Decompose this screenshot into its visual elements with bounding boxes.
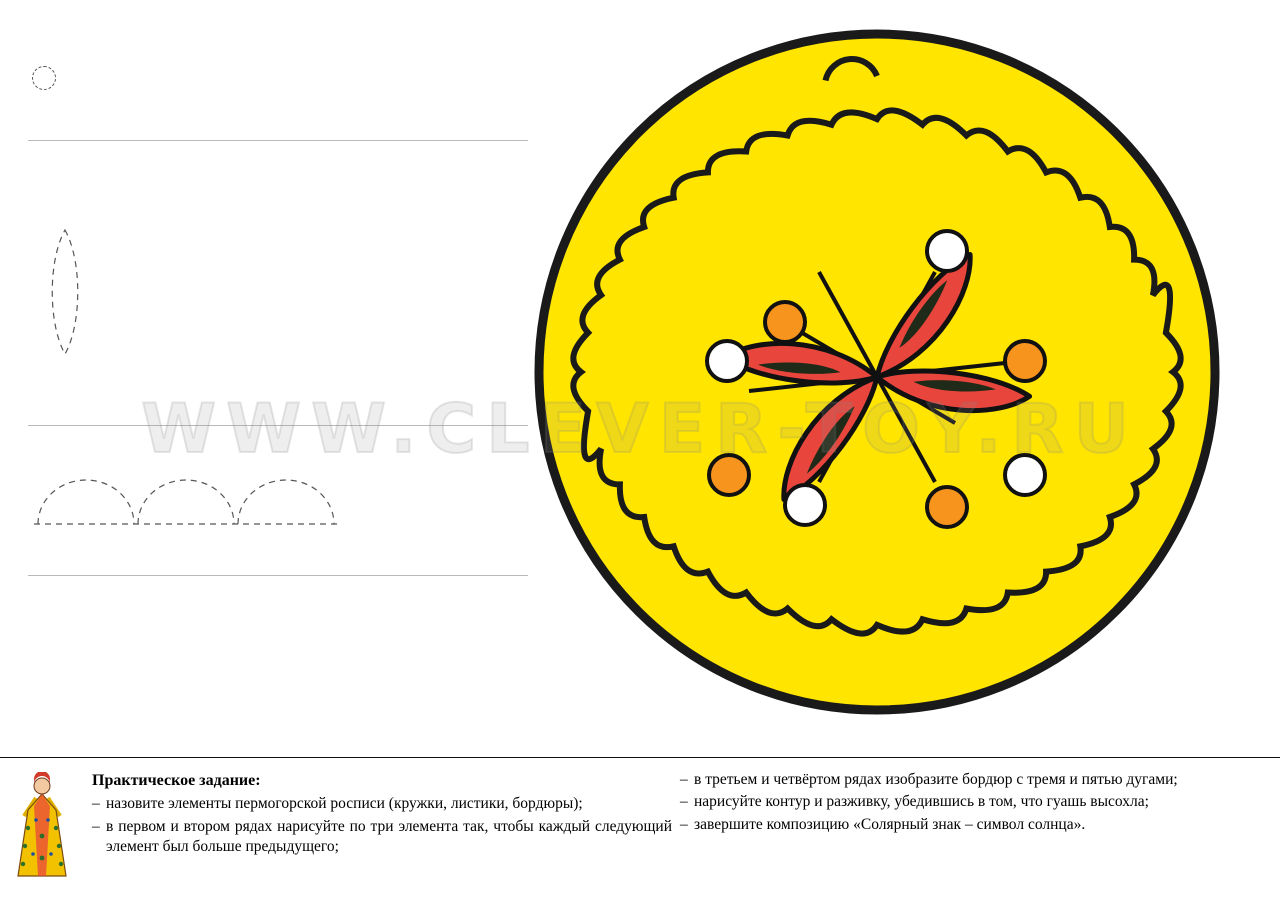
list-dash: – [680, 815, 688, 833]
footer-task-5 [680, 815, 1265, 835]
footer-task-3-text: в третьем и четвёртом рядах изобразите бордюр с тремя и пятью дугами; [694, 771, 1178, 788]
footer-task-1-text: назовите элементы пермогорской росписи (кружки, листики, бордюры); [106, 795, 583, 813]
footer-task-2-text: в первом и втором рядах нарисуйте по три элемента так, чтобы каждый следующий элемент был больше предыдущего; [106, 817, 672, 856]
footer-task-4-text: нарисуйте контур и разживку, убедившись в том, что гуашь высохла; [694, 793, 1149, 811]
list-dash: – [680, 793, 688, 811]
list-dash: – [92, 817, 100, 835]
guide-line-3 [28, 575, 528, 576]
plate-illustration [527, 22, 1227, 722]
footer-task-4 [680, 792, 1265, 812]
dashed-circle-template [32, 66, 56, 90]
list-dash: – [92, 795, 100, 813]
footer-divider [0, 757, 1280, 758]
dashed-arcs-template [28, 466, 348, 530]
footer-left-column [92, 770, 672, 859]
guide-line-2 [28, 425, 528, 426]
dashed-leaf-template [44, 228, 86, 356]
guide-line-1 [28, 140, 528, 141]
footer-task-2 [92, 817, 672, 858]
practice-area [0, 0, 560, 745]
footer-task-5-text: завершите композицию «Солярный знак – символ солнца». [694, 815, 1086, 833]
list-dash: – [680, 771, 688, 788]
footer-task-3 [680, 770, 1265, 790]
footer-task-1 [92, 794, 672, 814]
footer-right-column [680, 770, 1265, 837]
footer [0, 766, 1280, 905]
folk-doll-icon [16, 772, 68, 884]
footer-title: Практическое задание: [92, 772, 261, 789]
